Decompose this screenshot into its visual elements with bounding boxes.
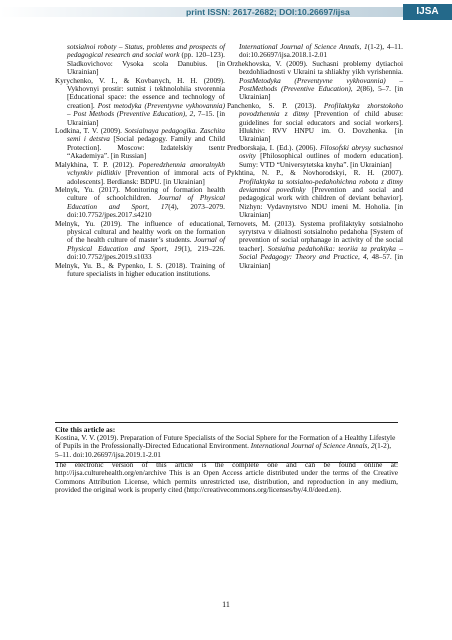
- reference-entry: [55, 186, 225, 220]
- reference-italic: PostMetodyka (Preventyvne vykhovannia) – PostMethods (Preventive Education), 2: [239, 75, 403, 94]
- references-right-column: [227, 43, 403, 270]
- citation-part-tail: (1-2), 5–11. doi:10.26697/ijsa.2019.1-2.01: [55, 441, 392, 459]
- reference-plain: Kyrychenko, V. I., & Kovbanych, H. H. (2009). Vykhovnyi prostir: sutnist i tekhnolohiia stvorennia [Educational space: the essence and technology of creation].: [55, 75, 225, 110]
- reference-plain: Melnyk, Yu. (2019). The influence of educational, physical cultural and healthy work on the formation of the health culture of master’s students.: [55, 218, 225, 245]
- reference-entry: [55, 43, 225, 77]
- reference-italic: sotsialnoi roboty – Status, problems and prospects of pedagogical research and social work: [67, 42, 225, 60]
- reference-tail: [Philosophical outlines of modern education]. Sumy: VTD “Universytetska knyha”. [in Ukrainian]: [239, 151, 403, 169]
- citation-part-italic: International Journal of Science Annals, 2: [250, 441, 375, 451]
- license-paragraph: The electronic version of this article is the complete one and can be found online at: http://ijsa.culturehealth.org/en/archive This is an Open Access article distributed under the terms of the Creative Commons Attribution License, which permits unrestricted use, distribution, and reproduction in any medium, provided the original work is properly cited (http://creativecommons.org/licenses/by/4.0/deed.en).: [55, 460, 398, 495]
- reference-entry: [227, 220, 403, 270]
- reference-tail: (pp. 120–123). Sladkovichovo: Vysoka scola Danubius. [in Ukrainian]: [67, 50, 226, 77]
- reference-entry: [227, 144, 403, 169]
- reference-italic: Profilaktyka zhorstokoho povodzhennia z ditmy: [239, 100, 404, 119]
- references-left-column: [55, 43, 225, 278]
- reference-italic: Journal of Physical Education and Sport, 19: [67, 235, 226, 253]
- reference-italic: Sotsialna pedahohika: teoriia ta praktyka – Social Pedagogy: Theory and Practice, 4: [239, 243, 404, 262]
- reference-tail: (86), 5–7. [in Ukrainian]: [239, 84, 403, 102]
- reference-entry: [55, 77, 225, 127]
- reference-italic: Sotsialnaya pedagogika. Zaschita semi i detstva: [67, 126, 225, 144]
- reference-plain: Orzhekhovska, V. (2009). Suchasni problemy dytiachoi bezdohliadnosti v Ukraini ta shliakhy yikh vyrishennia.: [227, 58, 403, 77]
- page-number: 11: [222, 600, 230, 609]
- reference-plain: Melnyk, Yu. B., & Pypenko, I. S. (2018). Training of future specialists in higher education institutions.: [55, 260, 225, 278]
- reference-tail: [Prevention of child abuse: guidelines for social educators and social workers]. Hlukhiv: RVV HNPU im. O. Dovzhenka. [in Ukrainian]: [239, 109, 403, 144]
- reference-tail: [Prevention and social and pedagogical work with children of deviant behavior]. Nizhyn: Vydavnytstvo NDU imeni M. Hoholia. [in Ukrainian]: [239, 184, 404, 220]
- reference-tail: , 7–15. [in Ukrainian]: [67, 109, 226, 127]
- reference-plain: Malykhina, T. P. (2012).: [55, 159, 139, 169]
- reference-italic: International Journal of Science Annals, 1: [239, 42, 368, 51]
- reference-tail: [Social pedagogy. Family and Child Protection]. Moscow: Izdatelskiy tsentr “Akademiya”. [in Russian]: [67, 134, 225, 161]
- reference-tail: (1-2), 4–11. doi:10.26697/ijsa.2018.1-2.01: [239, 42, 403, 60]
- reference-plain: Ternovets, M. (2013). Systema profilaktyky sotsialnoho syrytstva v diialnosti sotsialnoho pedahoha [System of prevention of social orphanage in activity of the social teacher].: [227, 218, 403, 253]
- reference-entry: [227, 60, 403, 102]
- reference-entry: [55, 127, 225, 161]
- reference-entry: [55, 161, 225, 186]
- running-header: [0, 4, 452, 20]
- reference-entry: [227, 43, 403, 60]
- reference-tail: (1), 219–226. doi:10.7752/jpes.2019.s1033: [67, 243, 225, 262]
- reference-plain: Pykhtina, N. P., & Novhorodskyi, R. H. (2007).: [227, 168, 403, 178]
- reference-italic: Filosofski abrysy suchasnoi osvity: [239, 142, 403, 161]
- citation-title: Cite this article as:: [55, 425, 116, 434]
- reference-entry: [55, 220, 225, 262]
- reference-entry: [227, 102, 403, 144]
- reference-italic: Post metodyka (Preventyvne vykhovannia) – Post Methods (Preventive Education), 2: [67, 100, 225, 119]
- issn-doi-text: print ISSN: 2617-2682; DOI:10.26697/ijsa: [186, 7, 350, 17]
- reference-plain: Panchenko, S. P. (2013).: [227, 100, 324, 110]
- reference-entry: [227, 169, 403, 219]
- reference-plain: Lodkina, T. V. (2009).: [55, 126, 125, 136]
- reference-plain: Melnyk, Yu. (2017). Monitoring of formation health culture of schoolchildren.: [55, 184, 225, 203]
- reference-tail: (4), 2073–2079. doi:10.7752/jpes.2017.s4210: [67, 201, 225, 220]
- reference-italic: Journal of Physical Education and Sport, 17: [67, 193, 226, 211]
- reference-tail: , 48–57. [in Ukrainian]: [239, 252, 403, 270]
- citation-part-plain: Kostina, V. V. (2019). Preparation of Future Specialists of the Social Sphere for the Formation of a Healthy Lifestyle of Pupils in the Professionally-Directed Educational Environment.: [55, 433, 396, 451]
- citation-box: [55, 422, 398, 463]
- reference-entry: [55, 262, 225, 279]
- journal-abbreviation-badge: IJSA: [403, 4, 452, 20]
- citation-text: [55, 434, 398, 459]
- reference-tail: [Prevention of immoral acts of adolescents]. Berdiansk: BDPU. [in Ukrainian]: [67, 168, 225, 186]
- reference-italic: Poperedzhennia amoralnykh vchynkiv pidlitkiv: [67, 159, 225, 178]
- reference-italic: Profilaktyka ta sotsialno-pedahohichna robota z ditmy deviantnoi povedinky: [239, 176, 403, 194]
- reference-plain: Predborskaja, I. (Ed.). (2006).: [227, 142, 321, 152]
